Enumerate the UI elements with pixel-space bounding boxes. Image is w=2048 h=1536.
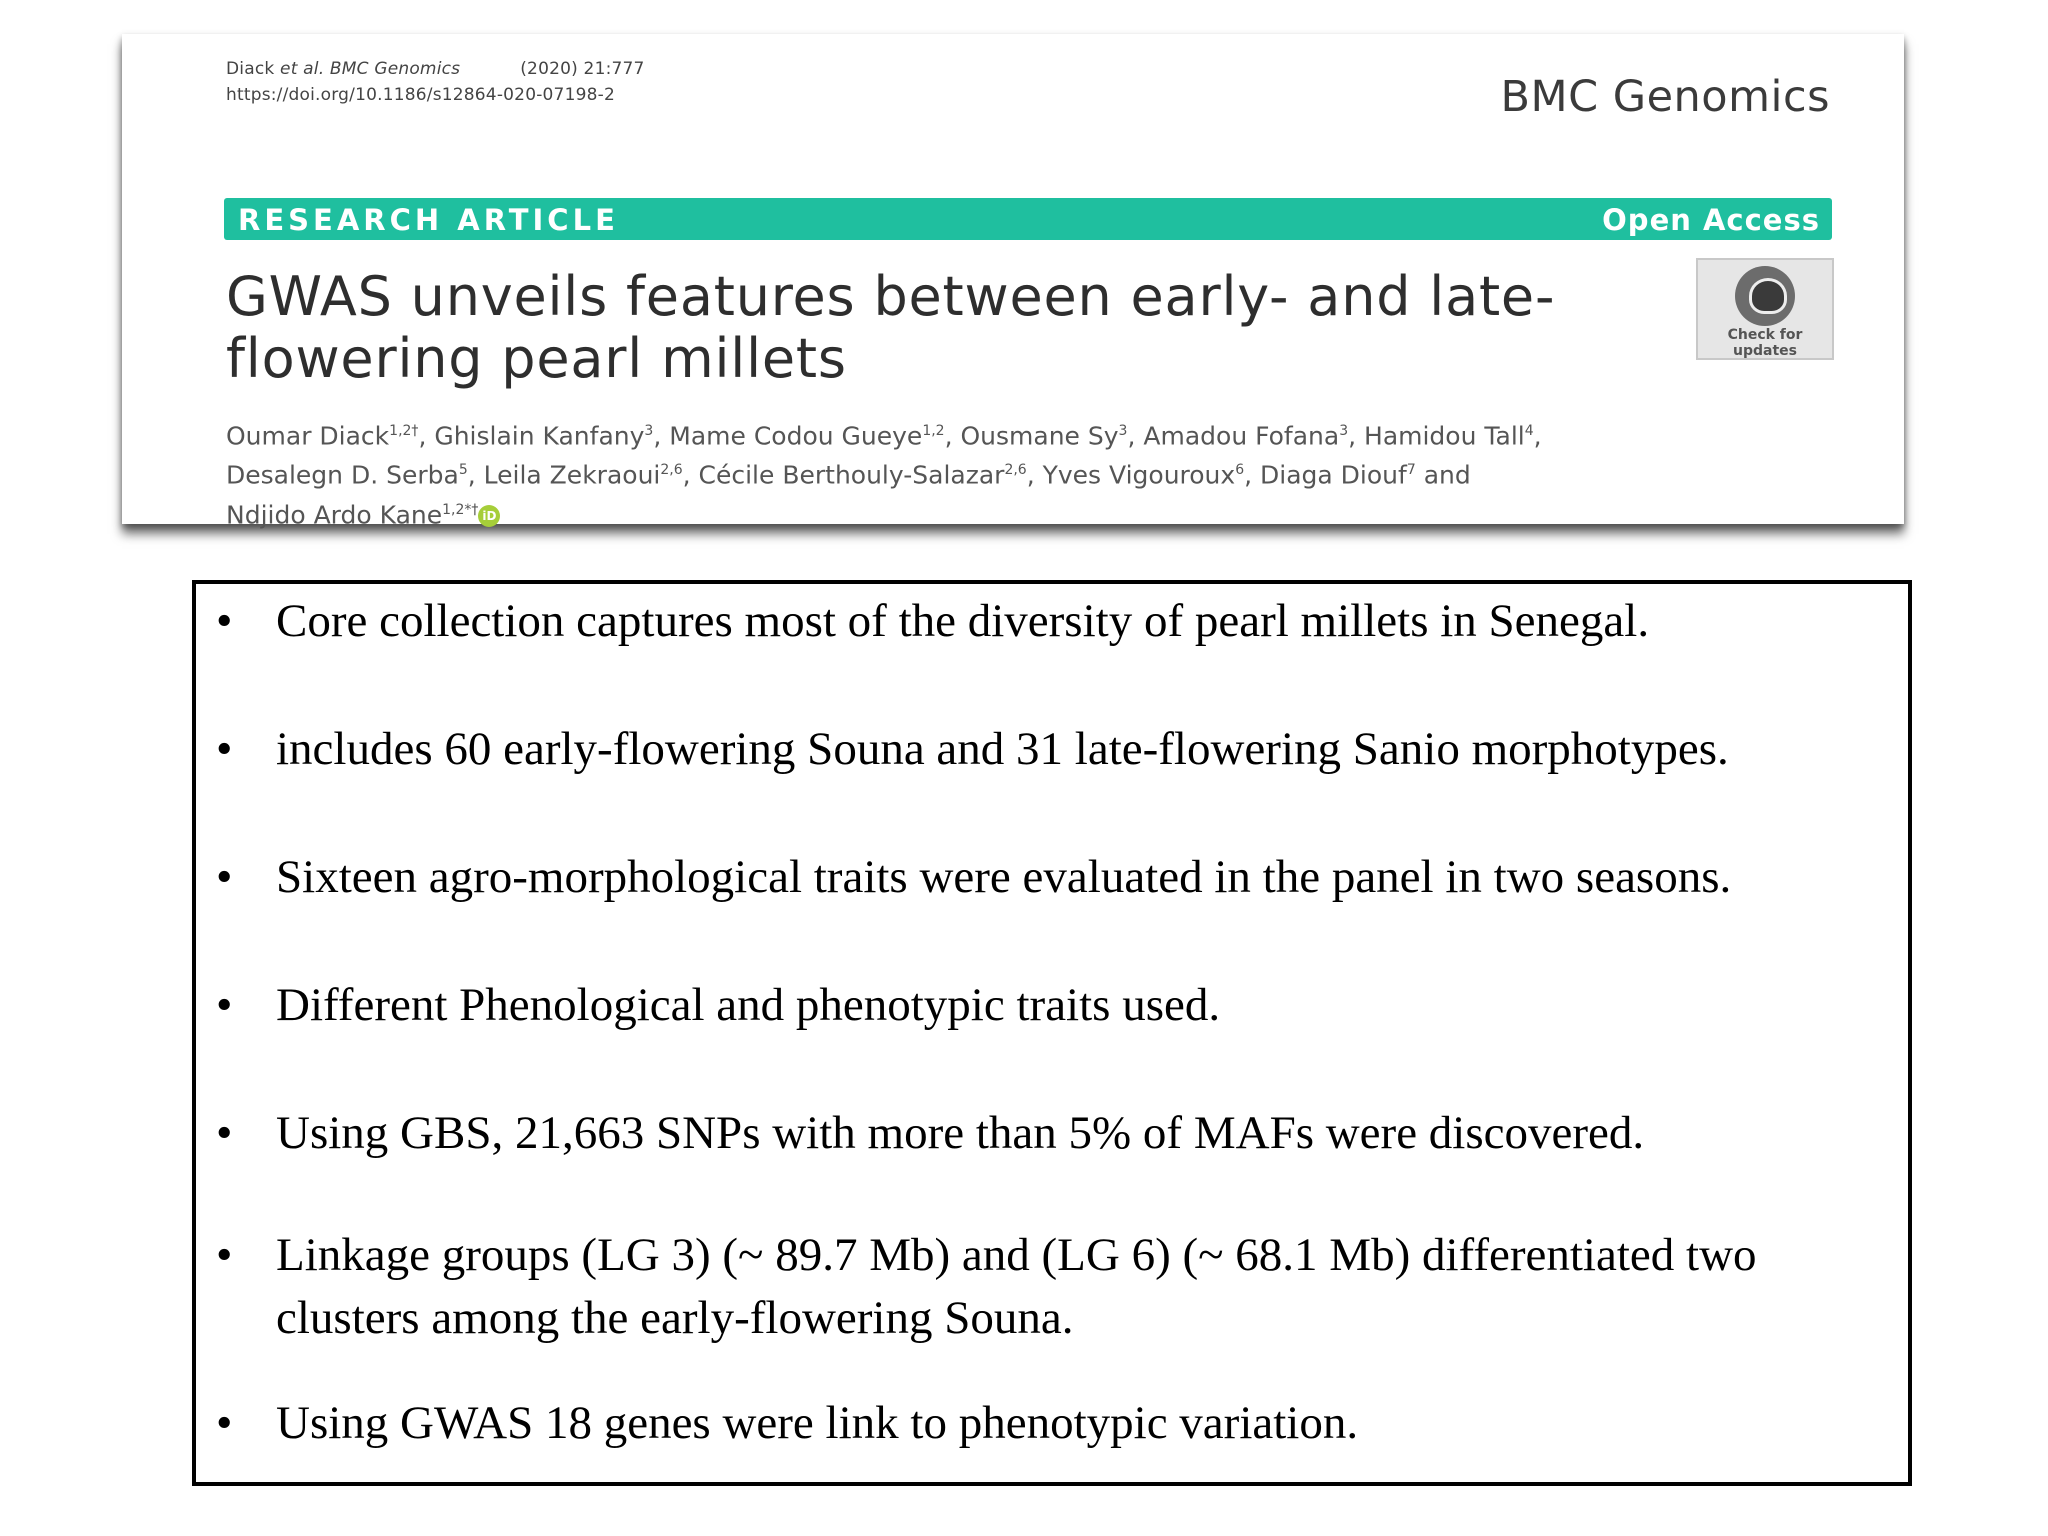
author-affiliation: 5 [458, 462, 468, 479]
summary-point-text: Linkage groups (LG 3) (~ 89.7 Mb) and (LG 6) (~ 68.1 Mb) differentiated two clusters among the early-flowering Souna. [276, 1229, 1757, 1344]
author-affiliation: 2,6 [1004, 462, 1027, 479]
summary-point [216, 1102, 1886, 1165]
citation-journal: BMC Genomics [324, 59, 461, 79]
summary-point [216, 718, 1886, 781]
summary-point-text: includes 60 early-flowering Souna and 31 late-flowering Sanio morphotypes. [276, 723, 1729, 775]
citation-authors: Diack [226, 59, 281, 79]
bullet-icon: • [216, 595, 233, 647]
summary-point-text: Different Phenological and phenotypic traits used. [276, 979, 1221, 1031]
author-affiliation: 3 [1118, 423, 1128, 439]
author-affiliation: 1,2*† [442, 501, 479, 518]
summary-point-text: Using GBS, 21,663 SNPs with more than 5% of MAFs were discovered. [276, 1107, 1645, 1159]
author-name: Desalegn D. Serba [226, 460, 459, 490]
author-name: Ousmane Sy [960, 421, 1119, 451]
article-header-card [122, 34, 1904, 529]
bullet-icon: • [216, 723, 233, 775]
author-name: Ndjido Ardo Kane [226, 499, 443, 529]
author-name: Oumar Diack [226, 421, 390, 451]
summary-point [216, 590, 1886, 653]
summary-point [216, 1392, 1886, 1455]
author-name: Amadou Fofana [1143, 421, 1340, 451]
summary-box [192, 580, 1912, 1486]
check-updates-line2: updates [1733, 343, 1797, 359]
summary-point [216, 974, 1886, 1037]
citation-etal: et al. [280, 59, 325, 79]
author-list: Oumar Diack$^{1,2\dagger}$, Ghislain Kanfany$^3$, Mame Codou Gueye$^{1,2}$, Ousmane Sy$^3$, Amadou Fofana$^3$, Hamidou Tall$^4$, Desalegn D. Serba$^5$, Leila Zekraoui$^{2,6}$, Cécile Berthouly-Salazar$^{2,6}$, Yves Vigouroux$^6$, Diaga Diouf$^7$ and Ndjido Ardo Kane$^{1,2*\dagger}$ iD [226, 421, 1542, 529]
author-affiliation: 7 [1406, 462, 1416, 479]
summary-point-text: Core collection captures most of the diversity of pearl millets in Senegal. [276, 595, 1650, 647]
author-affiliation: 1,2 [922, 423, 945, 439]
article-type-bar [224, 198, 1832, 240]
crossmark-icon [1735, 266, 1795, 326]
article-type-label: RESEARCH ARTICLE [238, 203, 619, 237]
author-name: Leila Zekraoui [483, 460, 661, 490]
open-access-label: Open Access [1602, 203, 1820, 237]
citation-block [226, 56, 645, 108]
citation-year: (2020) 21:777 [520, 59, 645, 79]
check-updates-line1: Check for [1727, 327, 1803, 343]
author-affiliation: 3 [644, 423, 654, 439]
orcid-icon[interactable]: iD [478, 505, 500, 527]
author-name: Yves Vigouroux [1042, 460, 1236, 490]
author-name: Mame Codou Gueye [669, 421, 923, 451]
author-name: Cécile Berthouly-Salazar [698, 460, 1005, 490]
author-affiliation: 6 [1235, 462, 1245, 479]
bullet-icon: • [216, 1229, 233, 1281]
article-title: GWAS unveils features between early- and late-flowering pearl millets [226, 265, 1556, 390]
journal-name: BMC Genomics [1500, 72, 1830, 122]
summary-point [216, 846, 1886, 909]
check-for-updates-button[interactable] [1696, 258, 1834, 360]
bullet-icon: • [216, 1397, 233, 1449]
bullet-icon: • [216, 979, 233, 1031]
summary-point-text: Sixteen agro-morphological traits were evaluated in the panel in two seasons. [276, 851, 1732, 903]
summary-point-text: Using GWAS 18 genes were link to phenotypic variation. [276, 1397, 1359, 1449]
author-affiliation: 1,2† [389, 423, 419, 439]
summary-point [216, 1224, 1886, 1350]
author-name: Hamidou Tall [1364, 421, 1525, 451]
author-affiliation: 4 [1524, 423, 1534, 439]
author-affiliation: 3 [1339, 423, 1349, 439]
bullet-icon: • [216, 1107, 233, 1159]
author-name: Ghislain Kanfany [434, 421, 645, 451]
doi-link[interactable]: https://doi.org/10.1186/s12864-020-07198-2 [226, 85, 615, 105]
author-affiliation: 2,6 [660, 462, 683, 479]
authors-and: and [1415, 460, 1471, 490]
bullet-icon: • [216, 851, 233, 903]
author-name: Diaga Diouf [1260, 460, 1407, 490]
